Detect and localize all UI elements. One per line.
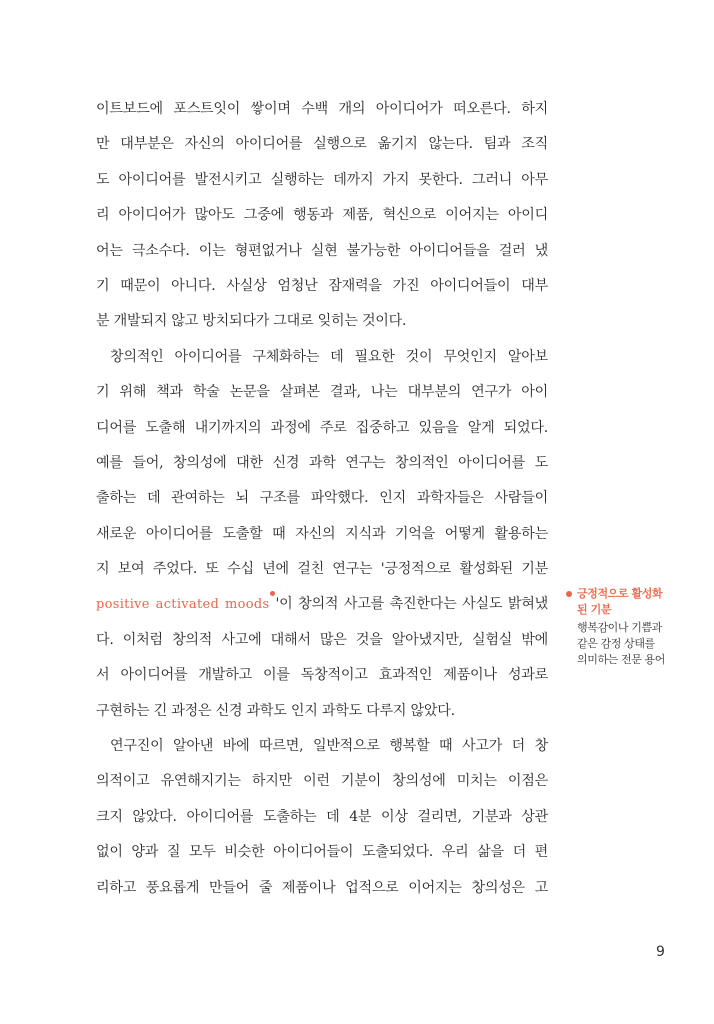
text-line: 이트보드에 포스트잇이 쌓이며 수백 개의 아이디어가 떠오른다. 하지 bbox=[96, 101, 548, 117]
text-line: 구현하는 긴 과정은 신경 과학도 인지 과학도 다루지 않았다. bbox=[96, 702, 455, 719]
text-line: 지 보여 주었다. 또 수십 년에 걸친 연구는 '긍정적으로 활성화된 기분 bbox=[96, 561, 548, 578]
text-line: 분 개발되지 않고 방치되다가 그대로 잊히는 것이다. bbox=[96, 313, 407, 330]
glossary-note bbox=[567, 586, 685, 668]
text-line: 도 아이디어를 발전시키고 실행하는 데까지 가지 못한다. 그러니 아무 bbox=[96, 171, 548, 188]
text-line: 어는 극소수다. 이는 형편없거나 실현 불가능한 아이디어들을 걸러 냈 bbox=[96, 242, 548, 259]
text-line: 서 아이디어를 개발하고 이를 독창적이고 효과적인 제품이나 성과로 bbox=[96, 667, 548, 684]
text-line: 다. 이처럼 창의적 사고에 대해서 많은 것을 알아냈지만, 실험실 밖에 bbox=[96, 631, 548, 648]
text-line: 기 위해 책과 학술 논문을 살펴본 결과, 나는 대부분의 연구가 아이 bbox=[96, 384, 548, 401]
text-line: 만 대부분은 자신의 아이디어를 실행으로 옮기지 않는다. 팀과 조직 bbox=[96, 136, 548, 153]
term-line bbox=[96, 587, 548, 622]
glossary-title: 긍정적으로 활성화 된 기분 bbox=[577, 587, 663, 616]
term-suffix: '이 창의적 사고를 촉진한다는 사실도 밝혀냈 bbox=[275, 596, 548, 613]
text-line: 리 아이디어가 많아도 그중에 행동과 제품, 혁신으로 이어지는 아이디 bbox=[96, 207, 548, 224]
text-line: 없이 양과 질 모두 비슷한 아이디어들이 도출되었다. 우리 삶을 더 편 bbox=[96, 844, 548, 861]
body-text bbox=[96, 92, 548, 906]
glossary-definition: 행복감이나 기쁨과 같은 감정 상태를 의미하는 전문 용어 bbox=[577, 621, 666, 666]
text-line: 연구진이 알아낸 바에 따르면, 일반적으로 행복할 때 사고가 더 창 bbox=[110, 738, 548, 755]
text-line: 리하고 풍요롭게 만들어 줄 제품이나 업적으로 이어지는 창의성은 고 bbox=[96, 879, 548, 896]
text-line: 기 때문이 아니다. 사실상 엄청난 잠재력을 가진 아이디어들이 대부 bbox=[96, 277, 548, 294]
text-line: 의적이고 유연해지기는 하지만 이런 기분이 창의성에 미치는 이점은 bbox=[96, 773, 548, 790]
text-line: 출하는 데 관여하는 뇌 구조를 파악했다. 인지 과학자들은 사람들이 bbox=[96, 490, 548, 507]
english-term: positive activated moods bbox=[96, 597, 270, 613]
page-number: 9 bbox=[656, 944, 665, 960]
text-line: 크지 않았다. 아이디어를 도출하는 데 4분 이상 걸리면, 기분과 상관 bbox=[96, 808, 548, 825]
text-line: 새로운 아이디어를 도출할 때 자신의 지식과 기억을 어떻게 활용하는 bbox=[96, 525, 548, 542]
text-line: 디어를 도출해 내기까지의 과정에 주로 집중하고 있음을 알게 되었다. bbox=[96, 419, 548, 436]
text-line: 창의적인 아이디어를 구체화하는 데 필요한 것이 무엇인지 알아보 bbox=[110, 348, 548, 365]
bullet-icon bbox=[566, 591, 572, 597]
text-line: 예를 들어, 창의성에 대한 신경 과학 연구는 창의적인 아이디어를 도 bbox=[96, 454, 548, 471]
